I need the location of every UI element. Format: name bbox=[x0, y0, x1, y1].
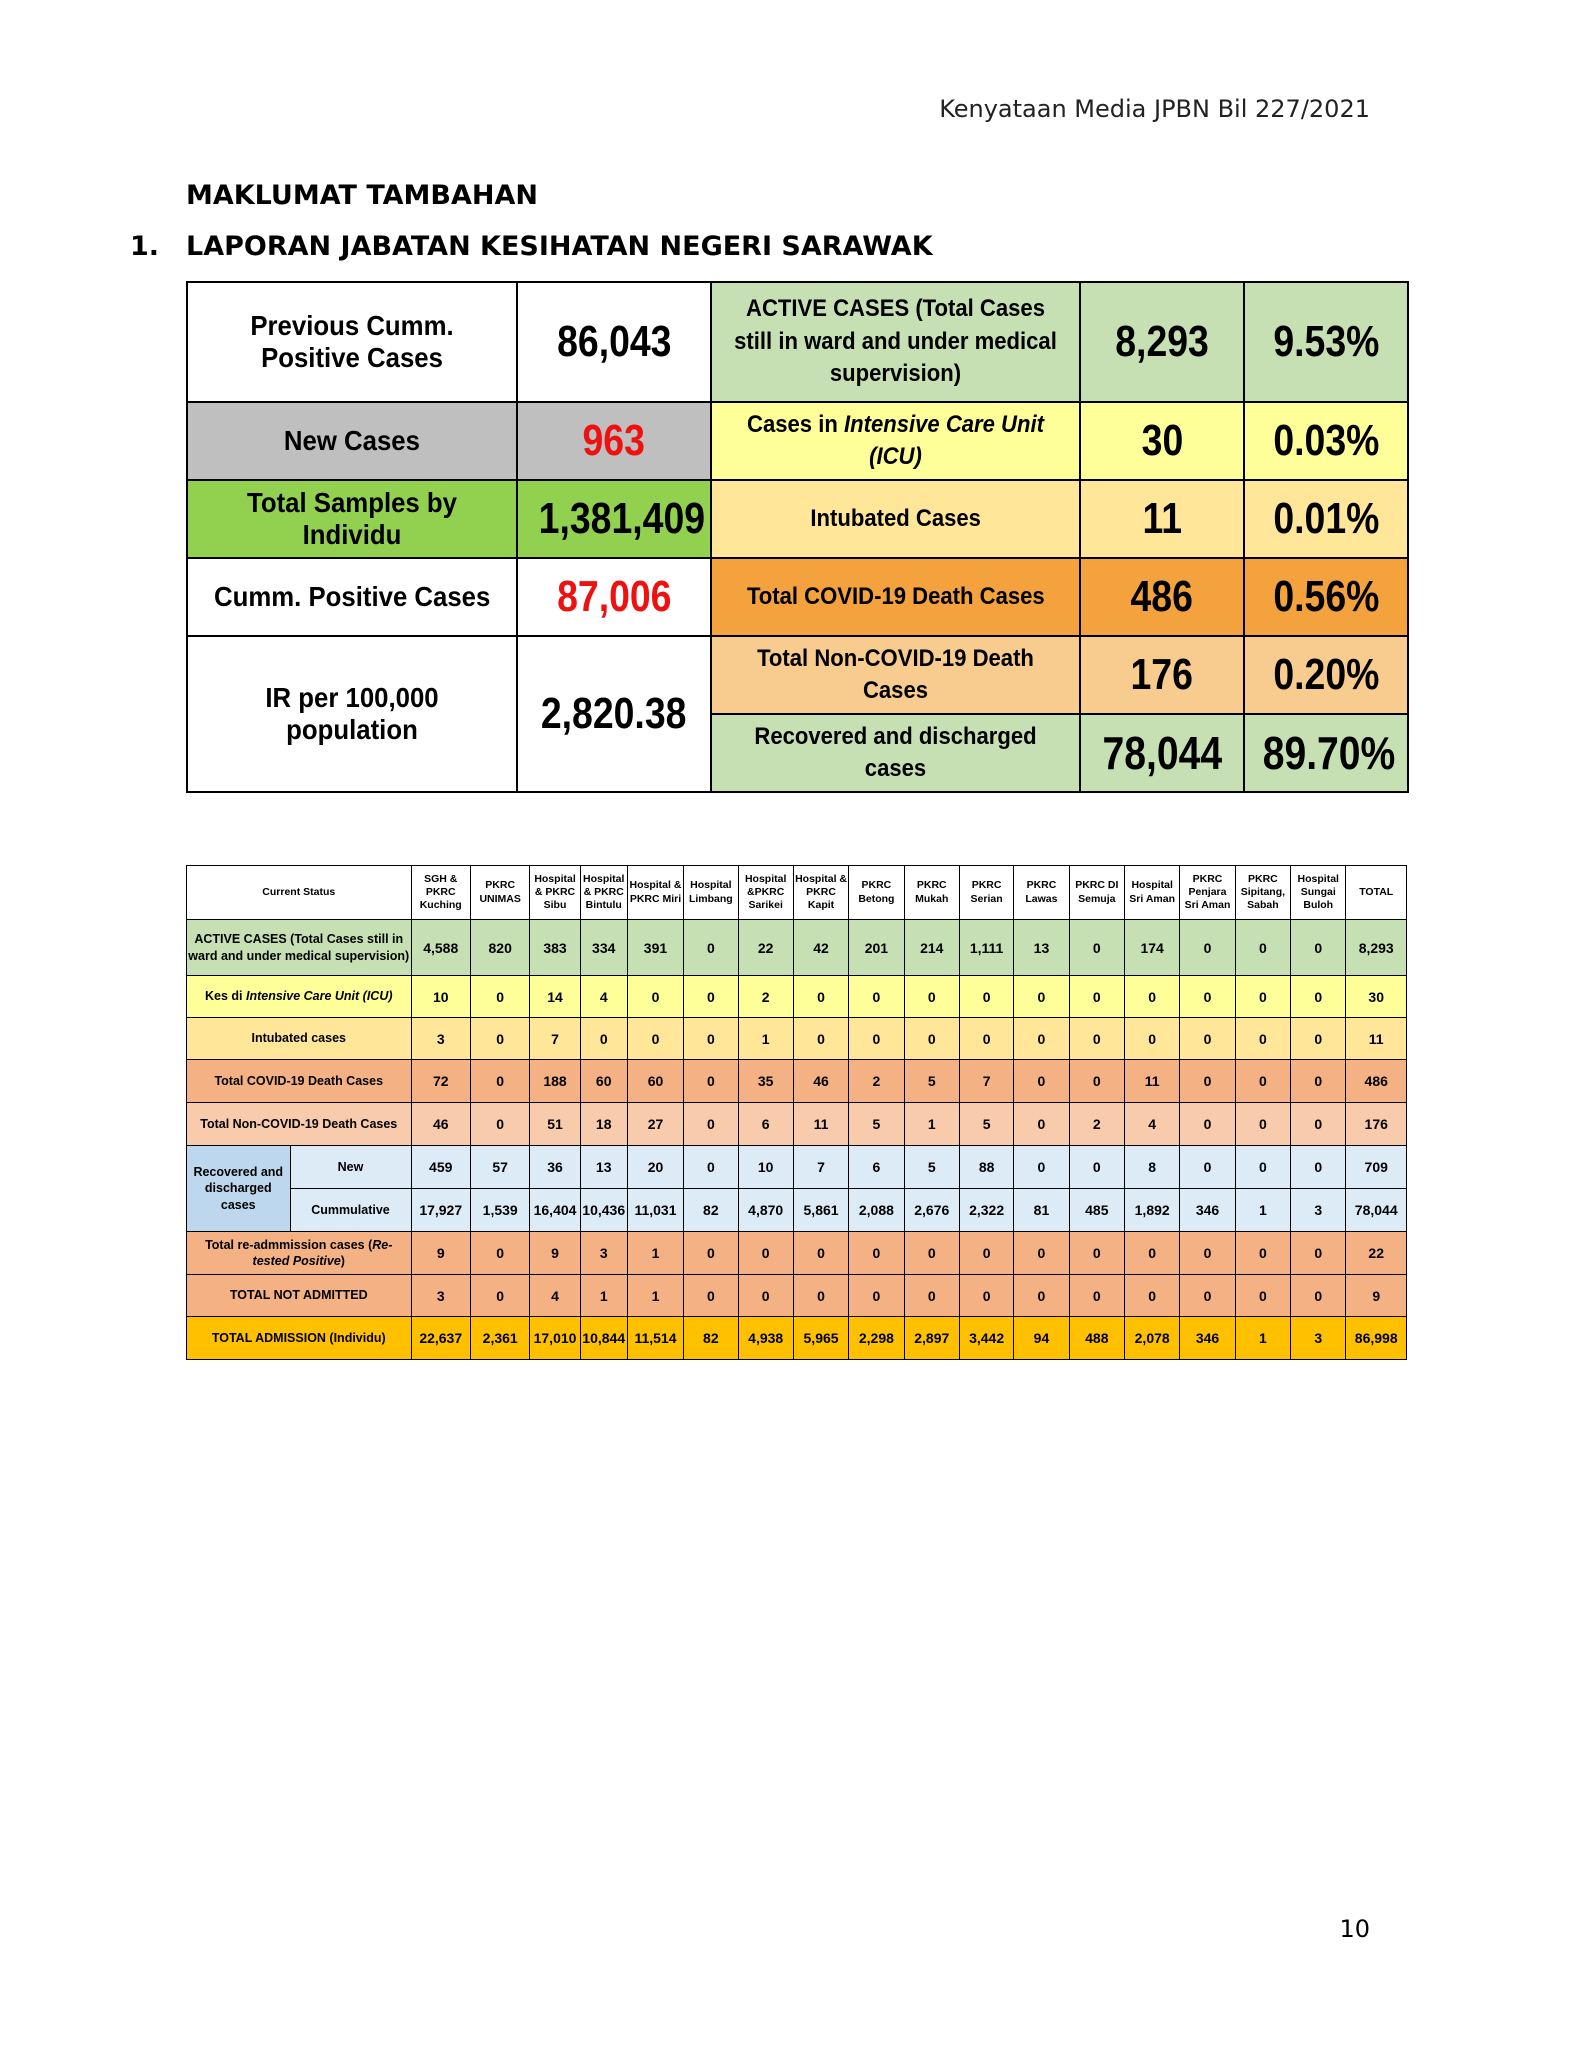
table-cell: 5 bbox=[904, 1060, 959, 1103]
table-cell: 0 bbox=[793, 1018, 848, 1060]
summary-row-samples bbox=[187, 480, 1408, 558]
table-cell: 14 bbox=[530, 976, 580, 1018]
table-cell: 346 bbox=[1180, 1317, 1235, 1360]
table-cell: 46 bbox=[411, 1103, 470, 1146]
table-row-death bbox=[187, 1060, 1407, 1103]
table-row-readm bbox=[187, 1232, 1407, 1275]
table-cell: 18 bbox=[580, 1103, 627, 1146]
table-cell: 11 bbox=[1124, 1060, 1179, 1103]
table-cell: 4 bbox=[1124, 1103, 1179, 1146]
table-row-total bbox=[187, 1317, 1407, 1360]
table-cell: 5 bbox=[849, 1103, 904, 1146]
death-cases-value: 486 bbox=[1080, 558, 1244, 636]
section-title: MAKLUMAT TAMBAHAN bbox=[186, 180, 538, 211]
table-cell: 82 bbox=[684, 1189, 738, 1232]
table-cell: 0 bbox=[1069, 1232, 1124, 1275]
table-cell: 201 bbox=[849, 920, 904, 976]
table-cell: 0 bbox=[470, 1232, 529, 1275]
table-cell: 7 bbox=[959, 1060, 1013, 1103]
table-cell: 0 bbox=[684, 1018, 738, 1060]
table-cell: 3 bbox=[1291, 1317, 1346, 1360]
table-cell: 5,965 bbox=[793, 1317, 848, 1360]
row-label bbox=[187, 1232, 412, 1275]
table-cell: 2,897 bbox=[904, 1317, 959, 1360]
table-cell: 7 bbox=[530, 1018, 580, 1060]
table-cell: 0 bbox=[1291, 1060, 1346, 1103]
row-label-prefix: Total re-admmission cases ( bbox=[205, 1237, 373, 1252]
column-header: Hospital & PKRC Sibu bbox=[530, 866, 580, 920]
table-cell: 11 bbox=[793, 1103, 848, 1146]
table-cell: 0 bbox=[1180, 1232, 1235, 1275]
table-row-icu bbox=[187, 976, 1407, 1018]
table-cell: 1 bbox=[627, 1232, 683, 1275]
table-cell: 30 bbox=[1346, 976, 1407, 1018]
table-cell: 36 bbox=[530, 1146, 580, 1189]
table-row-rec_new bbox=[187, 1146, 1407, 1189]
table-cell: 94 bbox=[1014, 1317, 1069, 1360]
table-cell: 0 bbox=[1235, 1275, 1290, 1317]
table-cell: 0 bbox=[1291, 1146, 1346, 1189]
active-cases-value: 8,293 bbox=[1080, 282, 1244, 402]
column-header: PKRC Betong bbox=[849, 866, 904, 920]
non-covid-death-percent: 0.20% bbox=[1244, 636, 1408, 714]
table-cell: 88 bbox=[959, 1146, 1013, 1189]
summary-row-new bbox=[187, 402, 1408, 480]
column-header: PKRC Serian bbox=[959, 866, 1013, 920]
row-label: TOTAL NOT ADMITTED bbox=[187, 1275, 412, 1317]
table-cell: 9 bbox=[1346, 1275, 1407, 1317]
table-cell: 0 bbox=[470, 1060, 529, 1103]
table-cell: 0 bbox=[738, 1232, 793, 1275]
table-cell: 485 bbox=[1069, 1189, 1124, 1232]
table-cell: 0 bbox=[1235, 1232, 1290, 1275]
table-cell: 4,938 bbox=[738, 1317, 793, 1360]
table-cell: 0 bbox=[684, 1060, 738, 1103]
table-cell: 10 bbox=[411, 976, 470, 1018]
table-cell: 81 bbox=[1014, 1189, 1069, 1232]
table-cell: 0 bbox=[959, 1018, 1013, 1060]
table-cell: 82 bbox=[684, 1317, 738, 1360]
table-cell: 10 bbox=[738, 1146, 793, 1189]
table-cell: 86,998 bbox=[1346, 1317, 1407, 1360]
table-cell: 10,436 bbox=[580, 1189, 627, 1232]
table-cell: 0 bbox=[849, 1018, 904, 1060]
page-number: 10 bbox=[1339, 1915, 1370, 1943]
table-cell: 0 bbox=[1124, 1018, 1179, 1060]
table-cell: 4 bbox=[530, 1275, 580, 1317]
table-cell: 0 bbox=[1180, 1275, 1235, 1317]
table-cell: 6 bbox=[849, 1146, 904, 1189]
prev-cases-value: 86,043 bbox=[517, 282, 711, 402]
active-cases-label: ACTIVE CASES (Total Cases still in ward and under medical supervision) bbox=[711, 282, 1080, 402]
table-cell: 0 bbox=[959, 976, 1013, 1018]
row-label: Cummulative bbox=[290, 1189, 411, 1232]
table-cell: 2 bbox=[849, 1060, 904, 1103]
table-cell: 2 bbox=[738, 976, 793, 1018]
table-cell: 346 bbox=[1180, 1189, 1235, 1232]
table-cell: 0 bbox=[959, 1275, 1013, 1317]
table-cell: 0 bbox=[1014, 976, 1069, 1018]
table-cell: 4 bbox=[580, 976, 627, 1018]
summary-row-previous bbox=[187, 282, 1408, 402]
table-row-intub bbox=[187, 1018, 1407, 1060]
column-header: PKRC DI Semuja bbox=[1069, 866, 1124, 920]
table-row-rec_cum bbox=[187, 1189, 1407, 1232]
row-label: ACTIVE CASES (Total Cases still in ward and under medical supervision) bbox=[187, 920, 412, 976]
table-cell: 383 bbox=[530, 920, 580, 976]
table-cell: 22,637 bbox=[411, 1317, 470, 1360]
facility-breakdown-table bbox=[186, 865, 1407, 1360]
table-cell: 10,844 bbox=[580, 1317, 627, 1360]
summary-table bbox=[186, 281, 1409, 793]
document-reference: Kenyataan Media JPBN Bil 227/2021 bbox=[939, 95, 1370, 123]
row-label: Total COVID-19 Death Cases bbox=[187, 1060, 412, 1103]
table-cell: 3,442 bbox=[959, 1317, 1013, 1360]
table-cell: 0 bbox=[627, 1018, 683, 1060]
column-header: SGH & PKRC Kuching bbox=[411, 866, 470, 920]
recovered-group-label: Recovered and discharged cases bbox=[187, 1146, 291, 1232]
table-cell: 1 bbox=[580, 1275, 627, 1317]
table-cell: 2,322 bbox=[959, 1189, 1013, 1232]
row-label bbox=[187, 976, 412, 1018]
table-cell: 0 bbox=[849, 1275, 904, 1317]
table-cell: 0 bbox=[684, 920, 738, 976]
table-cell: 0 bbox=[1291, 1275, 1346, 1317]
table-cell: 35 bbox=[738, 1060, 793, 1103]
ir-label: IR per 100,000 population bbox=[187, 636, 517, 792]
table-cell: 6 bbox=[738, 1103, 793, 1146]
table-cell: 0 bbox=[684, 976, 738, 1018]
table-cell: 5 bbox=[904, 1146, 959, 1189]
table-cell: 0 bbox=[684, 1146, 738, 1189]
table-cell: 1 bbox=[627, 1275, 683, 1317]
table-cell: 16,404 bbox=[530, 1189, 580, 1232]
table-cell: 1,111 bbox=[959, 920, 1013, 976]
table-cell: 17,927 bbox=[411, 1189, 470, 1232]
table-cell: 9 bbox=[411, 1232, 470, 1275]
column-header: Hospital & PKRC Kapit bbox=[793, 866, 848, 920]
table-cell: 46 bbox=[793, 1060, 848, 1103]
table-cell: 0 bbox=[1014, 1146, 1069, 1189]
table-cell: 0 bbox=[904, 1232, 959, 1275]
table-cell: 0 bbox=[1235, 1103, 1290, 1146]
table-cell: 22 bbox=[1346, 1232, 1407, 1275]
column-header: TOTAL bbox=[1346, 866, 1407, 920]
table-cell: 0 bbox=[1124, 976, 1179, 1018]
table-cell: 0 bbox=[1235, 1060, 1290, 1103]
table-cell: 0 bbox=[1124, 1275, 1179, 1317]
active-cases-percent: 9.53% bbox=[1244, 282, 1408, 402]
table-cell: 0 bbox=[1291, 1232, 1346, 1275]
column-header: Hospital & PKRC Bintulu bbox=[580, 866, 627, 920]
death-cases-percent: 0.56% bbox=[1244, 558, 1408, 636]
table-cell: 4,588 bbox=[411, 920, 470, 976]
table-cell: 0 bbox=[1014, 1103, 1069, 1146]
table-cell: 0 bbox=[738, 1275, 793, 1317]
samples-label: Total Samples by Individu bbox=[187, 480, 517, 558]
death-cases-label: Total COVID-19 Death Cases bbox=[711, 558, 1080, 636]
table-cell: 72 bbox=[411, 1060, 470, 1103]
icu-cases-percent: 0.03% bbox=[1244, 402, 1408, 480]
table-cell: 0 bbox=[470, 1018, 529, 1060]
table-cell: 0 bbox=[1291, 1103, 1346, 1146]
table-cell: 3 bbox=[580, 1232, 627, 1275]
table-cell: 0 bbox=[1180, 1103, 1235, 1146]
table-cell: 0 bbox=[1014, 1018, 1069, 1060]
table-cell: 5,861 bbox=[793, 1189, 848, 1232]
table-cell: 174 bbox=[1124, 920, 1179, 976]
table-cell: 13 bbox=[1014, 920, 1069, 976]
table-cell: 4,870 bbox=[738, 1189, 793, 1232]
table-cell: 8 bbox=[1124, 1146, 1179, 1189]
table-cell: 11,031 bbox=[627, 1189, 683, 1232]
table-cell: 459 bbox=[411, 1146, 470, 1189]
table-cell: 3 bbox=[411, 1018, 470, 1060]
table-cell: 2,078 bbox=[1124, 1317, 1179, 1360]
table-cell: 0 bbox=[684, 1232, 738, 1275]
row-label: Intubated cases bbox=[187, 1018, 412, 1060]
table-cell: 0 bbox=[1235, 1146, 1290, 1189]
row-label: New bbox=[290, 1146, 411, 1189]
icu-cases-label: Cases in Intensive Care Unit (ICU) bbox=[711, 402, 1080, 480]
table-cell: 0 bbox=[1069, 1275, 1124, 1317]
table-cell: 27 bbox=[627, 1103, 683, 1146]
table-cell: 22 bbox=[738, 920, 793, 976]
table-cell: 709 bbox=[1346, 1146, 1407, 1189]
table-cell: 0 bbox=[1014, 1060, 1069, 1103]
table-cell: 0 bbox=[1235, 976, 1290, 1018]
table-cell: 0 bbox=[849, 976, 904, 1018]
column-header: PKRC Mukah bbox=[904, 866, 959, 920]
recovered-percent: 89.70% bbox=[1244, 714, 1408, 792]
table-cell: 176 bbox=[1346, 1103, 1407, 1146]
table-cell: 5 bbox=[959, 1103, 1013, 1146]
table-cell: 1 bbox=[1235, 1189, 1290, 1232]
table-cell: 3 bbox=[1291, 1189, 1346, 1232]
table-cell: 0 bbox=[470, 976, 529, 1018]
non-covid-death-value: 176 bbox=[1080, 636, 1244, 714]
table-cell: 1,892 bbox=[1124, 1189, 1179, 1232]
non-covid-death-label: Total Non-COVID-19 Death Cases bbox=[711, 636, 1080, 714]
report-heading bbox=[130, 231, 933, 262]
cumm-positive-value: 87,006 bbox=[517, 558, 711, 636]
table-cell: 8,293 bbox=[1346, 920, 1407, 976]
table-cell: 0 bbox=[849, 1232, 904, 1275]
column-header: PKRC UNIMAS bbox=[470, 866, 529, 920]
row-label-prefix: Kes di bbox=[204, 989, 246, 1004]
table-cell: 0 bbox=[627, 976, 683, 1018]
column-header: Hospital Sungai Buloh bbox=[1291, 866, 1346, 920]
summary-row-ir bbox=[187, 636, 1408, 714]
new-cases-label: New Cases bbox=[187, 402, 517, 480]
table-row-active bbox=[187, 920, 1407, 976]
table-cell: 11 bbox=[1346, 1018, 1407, 1060]
prev-cases-label: Previous Cumm. Positive Cases bbox=[187, 282, 517, 402]
row-label-italic: Intensive Care Unit (ICU) bbox=[245, 989, 393, 1004]
table-cell: 0 bbox=[904, 1018, 959, 1060]
status-header: Current Status bbox=[187, 866, 412, 920]
table-cell: 188 bbox=[530, 1060, 580, 1103]
cumm-positive-label: Cumm. Positive Cases bbox=[187, 558, 517, 636]
ir-value: 2,820.38 bbox=[517, 636, 711, 792]
table-cell: 0 bbox=[1014, 1275, 1069, 1317]
table-cell: 60 bbox=[580, 1060, 627, 1103]
table-cell: 0 bbox=[1291, 1018, 1346, 1060]
row-label: TOTAL ADMISSION (Individu) bbox=[187, 1317, 412, 1360]
table-cell: 0 bbox=[1180, 976, 1235, 1018]
detail-header-row bbox=[187, 866, 1407, 920]
table-cell: 391 bbox=[627, 920, 683, 976]
table-cell: 1,539 bbox=[470, 1189, 529, 1232]
table-cell: 0 bbox=[470, 1103, 529, 1146]
table-cell: 0 bbox=[684, 1103, 738, 1146]
table-cell: 0 bbox=[1069, 1146, 1124, 1189]
table-cell: 42 bbox=[793, 920, 848, 976]
table-cell: 60 bbox=[627, 1060, 683, 1103]
summary-row-cumm bbox=[187, 558, 1408, 636]
table-cell: 13 bbox=[580, 1146, 627, 1189]
column-header: Hospital Sri Aman bbox=[1124, 866, 1179, 920]
table-cell: 1 bbox=[1235, 1317, 1290, 1360]
table-cell: 1 bbox=[904, 1103, 959, 1146]
table-cell: 0 bbox=[1069, 976, 1124, 1018]
table-cell: 51 bbox=[530, 1103, 580, 1146]
table-cell: 0 bbox=[793, 1275, 848, 1317]
recovered-label: Recovered and discharged cases bbox=[711, 714, 1080, 792]
table-cell: 0 bbox=[904, 1275, 959, 1317]
table-cell: 486 bbox=[1346, 1060, 1407, 1103]
table-cell: 0 bbox=[684, 1275, 738, 1317]
recovered-value: 78,044 bbox=[1080, 714, 1244, 792]
table-cell: 57 bbox=[470, 1146, 529, 1189]
table-cell: 0 bbox=[959, 1232, 1013, 1275]
row-label: Total Non-COVID-19 Death Cases bbox=[187, 1103, 412, 1146]
column-header: PKRC Lawas bbox=[1014, 866, 1069, 920]
table-cell: 0 bbox=[1235, 1018, 1290, 1060]
table-cell: 0 bbox=[470, 1275, 529, 1317]
table-row-notadm bbox=[187, 1275, 1407, 1317]
table-cell: 0 bbox=[1291, 976, 1346, 1018]
column-header: Hospital &PKRC Sarikei bbox=[738, 866, 793, 920]
column-header: PKRC Penjara Sri Aman bbox=[1180, 866, 1235, 920]
intubated-percent: 0.01% bbox=[1244, 480, 1408, 558]
column-header: Hospital & PKRC Miri bbox=[627, 866, 683, 920]
icu-cases-value: 30 bbox=[1080, 402, 1244, 480]
column-header: PKRC Sipitang, Sabah bbox=[1235, 866, 1290, 920]
table-cell: 0 bbox=[1180, 1060, 1235, 1103]
intubated-value: 11 bbox=[1080, 480, 1244, 558]
table-row-nondeath bbox=[187, 1103, 1407, 1146]
table-cell: 11,514 bbox=[627, 1317, 683, 1360]
table-cell: 78,044 bbox=[1346, 1189, 1407, 1232]
table-cell: 488 bbox=[1069, 1317, 1124, 1360]
samples-value: 1,381,409 bbox=[517, 480, 711, 558]
table-cell: 0 bbox=[1180, 920, 1235, 976]
table-cell: 9 bbox=[530, 1232, 580, 1275]
report-heading-number: 1. bbox=[130, 231, 160, 262]
table-cell: 0 bbox=[1291, 920, 1346, 976]
table-cell: 0 bbox=[793, 976, 848, 1018]
table-cell: 7 bbox=[793, 1146, 848, 1189]
table-cell: 0 bbox=[580, 1018, 627, 1060]
report-heading-text: LAPORAN JABATAN KESIHATAN NEGERI SARAWAK bbox=[186, 231, 933, 262]
table-cell: 2 bbox=[1069, 1103, 1124, 1146]
intubated-label: Intubated Cases bbox=[711, 480, 1080, 558]
table-cell: 1 bbox=[738, 1018, 793, 1060]
table-cell: 0 bbox=[1124, 1232, 1179, 1275]
table-cell: 2,676 bbox=[904, 1189, 959, 1232]
table-cell: 334 bbox=[580, 920, 627, 976]
table-cell: 0 bbox=[1069, 1060, 1124, 1103]
table-cell: 3 bbox=[411, 1275, 470, 1317]
column-header: Hospital Limbang bbox=[684, 866, 738, 920]
table-cell: 20 bbox=[627, 1146, 683, 1189]
table-cell: 214 bbox=[904, 920, 959, 976]
table-cell: 0 bbox=[1180, 1018, 1235, 1060]
table-cell: 17,010 bbox=[530, 1317, 580, 1360]
table-cell: 820 bbox=[470, 920, 529, 976]
new-cases-value: 963 bbox=[517, 402, 711, 480]
table-cell: 0 bbox=[1014, 1232, 1069, 1275]
table-cell: 0 bbox=[1180, 1146, 1235, 1189]
table-cell: 2,361 bbox=[470, 1317, 529, 1360]
table-cell: 0 bbox=[1069, 1018, 1124, 1060]
row-label-suffix: ) bbox=[340, 1254, 345, 1268]
table-cell: 0 bbox=[1235, 920, 1290, 976]
table-cell: 2,298 bbox=[849, 1317, 904, 1360]
table-cell: 0 bbox=[904, 976, 959, 1018]
table-cell: 2,088 bbox=[849, 1189, 904, 1232]
row-label-italic: Re-tested Positive bbox=[252, 1237, 393, 1268]
table-cell: 0 bbox=[793, 1232, 848, 1275]
table-cell: 0 bbox=[1069, 920, 1124, 976]
